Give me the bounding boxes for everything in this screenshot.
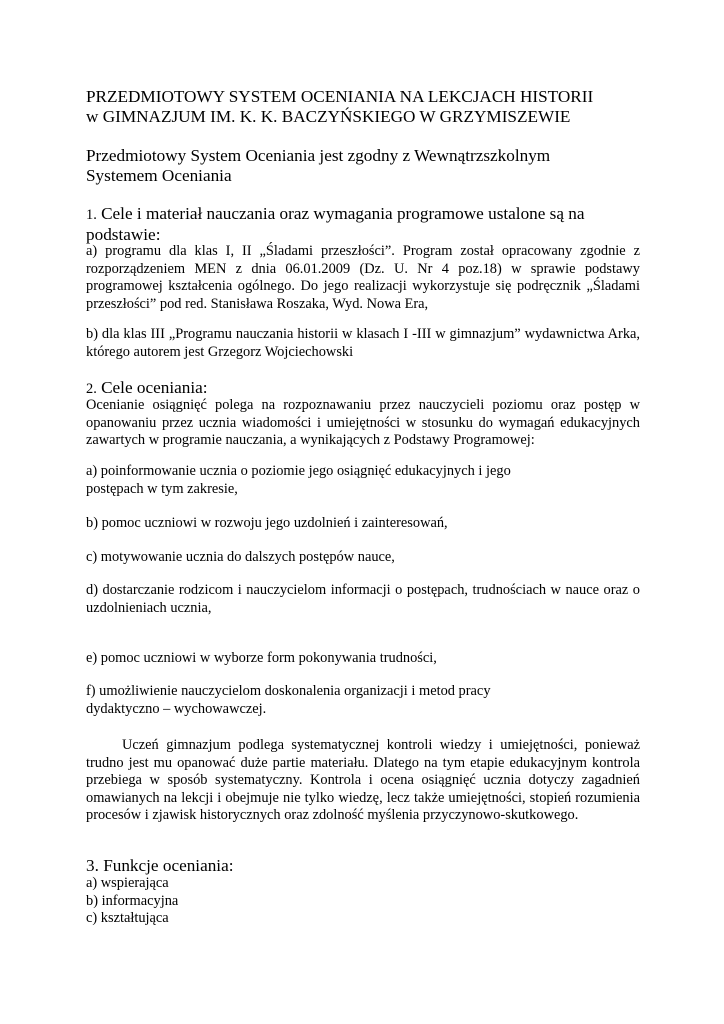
- section-2-intro: Ocenianie osiągnięć polega na rozpoznawaniu przez nauczycieli poziomu oraz postęp w opanowaniu przez ucznia wiadomości i umiejętności w stosunku do wymagań edukacyjnych zawartych w programie nauczania, a wynikających z Podstawy Programowej:: [86, 397, 640, 449]
- list-item-a: [86, 463, 640, 498]
- list-item-f: [86, 683, 640, 718]
- section-3-heading: 3. Funkcje oceniania:: [86, 856, 234, 875]
- list-item-e: e) pomoc uczniowi w wyborze form pokonywania trudności,: [86, 650, 437, 666]
- function-item: c) kształtująca: [86, 910, 169, 927]
- section-1-paragraph-a: a) programu dla klas I, II „Śladami przeszłości”. Program został opracowany zgodnie z rozporządzeniem MEN z dnia 06.01.2009 (Dz. U. Nr 4 poz.18) w sprawie podstawy programowej kształcenia ogólnego. Do jego realizacji wykorzystuje się podręcznik „Śladami przeszłości” pod red. Stanisława Roszaka, Wyd. Nowa Era,: [86, 243, 640, 312]
- section-1-heading-line-2: podstawie:: [86, 225, 161, 244]
- title-line-2: w GIMNAZJUM IM. K. K. BACZYŃSKIEGO W GRZYMISZEWIE: [86, 107, 571, 126]
- title-line-1: PRZEDMIOTOWY SYSTEM OCENIANIA NA LEKCJACH HISTORII: [86, 87, 594, 106]
- document-subtitle: [86, 146, 646, 186]
- list-item-d: d) dostarczanie rodzicom i nauczycielom informacji o postępach, trudnościach w nauce oraz o uzdolnieniach ucznia,: [86, 582, 640, 616]
- section-1-heading-line-1: Cele i materiał nauczania oraz wymagania programowe ustalone są na: [96, 204, 585, 223]
- section-2-heading-text: Cele oceniania:: [96, 378, 208, 397]
- list-item-f-line-2: dydaktyczno – wychowawczej.: [86, 700, 267, 717]
- section-2-number: 2.: [86, 381, 97, 397]
- section-2-heading: [86, 378, 208, 399]
- function-item: a) wspierająca: [86, 875, 169, 891]
- list-item-b: b) pomoc uczniowi w rozwoju jego uzdolnień i zainteresowań,: [86, 515, 448, 531]
- subtitle-line-2: Systemem Oceniania: [86, 166, 232, 185]
- section-2-paragraph: Uczeń gimnazjum podlega systematycznej kontroli wiedzy i umiejętności, ponieważ trudno jest mu opanować duże partie materiału. Dlatego na tym etapie edukacyjnym kontrola przebiega w sposób systematyczny. Kontrola i ocena osiągnięć ucznia dotyczy zagadnień omawianych na lekcji i obejmuje nie tylko wiedzę, lecz także umiejętności, stopień rozumienia procesów i zjawisk historycznych oraz zdolność myślenia przyczynowo-skutkowego.: [86, 737, 640, 824]
- list-item-a-line-2: postępach w tym zakresie,: [86, 480, 238, 497]
- list-item-a-line-1: a) poinformowanie ucznia o poziomie jego osiągnięć edukacyjnych i jego: [86, 463, 511, 479]
- section-1-heading: [86, 204, 640, 245]
- functions-list: [86, 875, 178, 928]
- list-item-c: c) motywowanie ucznia do dalszych postępów nauce,: [86, 549, 395, 565]
- section-1-paragraph-b: b) dla klas III „Programu nauczania historii w klasach I -III w gimnazjum” wydawnictwa Arka, którego autorem jest Grzegorz Wojciechowski: [86, 326, 640, 360]
- subtitle-line-1: Przedmiotowy System Oceniania jest zgodny z Wewnątrzszkolnym: [86, 146, 551, 165]
- function-item: b) informacyjna: [86, 892, 179, 909]
- list-item-f-line-1: f) umożliwienie nauczycielom doskonalenia organizacji i metod pracy: [86, 683, 491, 699]
- document-title: [86, 87, 646, 127]
- section-1-number: 1.: [86, 207, 97, 223]
